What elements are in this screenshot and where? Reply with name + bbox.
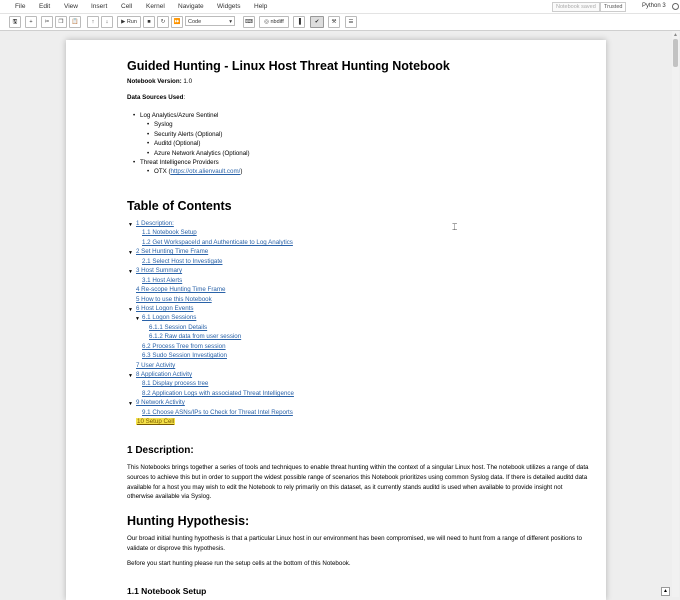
toc-item-3[interactable]: 3 Host Summary <box>136 267 183 274</box>
toc-item-5[interactable]: 5 How to use this Notebook <box>136 296 212 303</box>
stop-icon[interactable]: ■ <box>143 16 155 28</box>
kernel-status-icon <box>672 3 679 10</box>
toc-item-1[interactable]: 1 Description: <box>136 220 174 227</box>
otx-suffix: ) <box>240 168 243 175</box>
before-start-text: Before you start hunting please run the setup cells at the bottom of this Notebook. <box>127 560 351 567</box>
toc-item-9-1[interactable]: 9.1 Choose ASNs/IPs to Check for Threat Intel Reports <box>142 409 293 416</box>
version-value: 1.0 <box>183 78 193 85</box>
toc-collapse-icon[interactable]: ▼ <box>128 373 133 379</box>
check-icon[interactable]: ✔ <box>310 16 324 28</box>
description-heading: 1 Description: <box>127 445 194 456</box>
cell-type-select[interactable] <box>185 16 235 26</box>
description-text: This Notebooks brings together a series of tools and techniques to enable threat hunting within the context of a singular Linux host. The notebook utilizes a range of data sources to achieve this but in order to support the widest possible range of scenarios this Notebook prioritizes using common Syslog data. If there is detailed auditd data available for a host you may wish to edit the Notebook to rely primarily on this dataset, as it currently stands auditd is used when available to provide insight not otherwise available via Syslog. <box>127 464 589 501</box>
source-syslog: • Syslog <box>154 121 173 128</box>
version-label: Notebook Version: <box>127 78 182 85</box>
toc-item-1-2[interactable]: 1.2 Get WorkspaceId and Authenticate to Log Analytics <box>142 239 293 246</box>
source-auditd: • Auditd (Optional) <box>154 140 200 147</box>
toc-item-10[interactable]: 10 Setup Cell <box>137 418 175 425</box>
toc-title: Table of Contents <box>127 199 232 213</box>
add-cell-icon[interactable]: + <box>25 16 37 28</box>
scrollbar[interactable] <box>672 31 679 597</box>
menu-widgets[interactable]: Widgets <box>217 3 241 10</box>
toc-item-2[interactable]: 2 Set Hunting Time Frame <box>136 248 209 255</box>
chart-icon[interactable]: ▐ <box>293 16 305 28</box>
toc-item-6-2[interactable]: 6.2 Process Tree from session <box>142 343 226 350</box>
menu-cell[interactable]: Cell <box>121 3 133 10</box>
list-icon[interactable]: ☰ <box>345 16 357 28</box>
toc-item-6-1-1[interactable]: 6.1.1 Session Details <box>149 324 208 331</box>
kernel-name: Python 3 <box>642 3 666 9</box>
otx-link[interactable]: https://otx.alienvault.com/ <box>170 168 241 175</box>
paste-icon[interactable]: 📋 <box>69 16 81 28</box>
move-up-icon[interactable]: ↑ <box>87 16 99 28</box>
menu-navigate[interactable]: Navigate <box>178 3 204 10</box>
menu-view[interactable]: View <box>64 3 78 10</box>
cell-type-value: Code <box>188 19 202 25</box>
toc-item-6-1[interactable]: 6.1 Logon Sessions <box>142 314 197 321</box>
wrench-icon[interactable]: ⚒ <box>328 16 340 28</box>
toc-collapse-icon[interactable]: ▼ <box>128 269 133 275</box>
toolbar <box>0 14 680 31</box>
scroll-to-top-icon[interactable]: ▲ <box>661 587 670 596</box>
toc-collapse-icon[interactable]: ▼ <box>128 401 133 407</box>
notebook-saved-indicator: Notebook saved <box>552 2 600 12</box>
chevron-down-icon: ▾ <box>229 19 232 25</box>
move-down-icon[interactable]: ↓ <box>101 16 113 28</box>
nbdiff-button[interactable]: ◎ nbdiff <box>259 16 289 28</box>
sources-heading: Data Sources Used: <box>127 94 186 101</box>
keyboard-icon[interactable]: ⌨ <box>243 16 255 28</box>
toc-collapse-icon[interactable]: ▼ <box>128 222 133 228</box>
toc-item-6-1-2[interactable]: 6.1.2 Raw data from user session <box>149 333 242 340</box>
menu-edit[interactable]: Edit <box>39 3 51 10</box>
menu-insert[interactable]: Insert <box>91 3 108 10</box>
source-otx <box>154 168 242 175</box>
menu-help[interactable]: Help <box>254 3 268 10</box>
toc-item-8-1[interactable]: 8.1 Display process tree <box>142 380 209 387</box>
toc-collapse-icon[interactable]: ▼ <box>128 250 133 256</box>
source-security-alerts: • Security Alerts (Optional) <box>154 131 222 138</box>
toc-item-6-3[interactable]: 6.3 Sudo Session Investigation <box>142 352 227 359</box>
source-network-analytics: • Azure Network Analytics (Optional) <box>154 150 250 157</box>
scrollbar-thumb[interactable] <box>673 39 678 67</box>
source-log-analytics: • Log Analytics/Azure Sentinel <box>140 112 218 119</box>
mouse-cursor-icon: ⌶ <box>452 222 458 232</box>
toc-item-8[interactable]: 8 Application Activity <box>136 371 193 378</box>
toc-item-3-1[interactable]: 3.1 Host Alerts <box>142 277 183 284</box>
toc-item-2-1[interactable]: 2.1 Select Host to Investigate <box>142 258 223 265</box>
menu-kernel[interactable]: Kernel <box>146 3 165 10</box>
toc-item-4[interactable]: 4 Re-scope Hunting Time Frame <box>136 286 226 293</box>
version-line <box>127 77 589 87</box>
fast-forward-icon[interactable]: ⏩ <box>171 16 183 28</box>
run-button[interactable]: ▶ Run <box>117 16 141 28</box>
restart-icon[interactable]: ↻ <box>157 16 169 28</box>
toc-item-6[interactable]: 6 Host Logon Events <box>136 305 194 312</box>
save-icon[interactable]: 🖫 <box>9 16 21 28</box>
hypothesis-text: Our broad initial hunting hypothesis is that a particular Linux host in our environment has been compromised, we will need to hunt from a range of different positions to validate or disprove this hypothesis. <box>127 535 582 552</box>
toc-item-1-1[interactable]: 1.1 Notebook Setup <box>142 229 197 236</box>
toc-item-9[interactable]: 9 Network Activity <box>136 399 185 406</box>
source-threat-intel: • Threat Intelligence Providers <box>140 159 219 166</box>
toc-collapse-icon[interactable]: ▼ <box>128 307 133 313</box>
toc-item-7[interactable]: 7 User Activity <box>136 362 176 369</box>
sources-label: Data Sources Used <box>127 94 184 101</box>
cut-icon[interactable]: ✂ <box>41 16 53 28</box>
copy-icon[interactable]: ❐ <box>55 16 67 28</box>
run-label: Run <box>126 19 137 25</box>
otx-prefix: OTX ( <box>154 168 171 175</box>
toc-collapse-icon[interactable]: ▼ <box>135 316 140 322</box>
hypothesis-heading: Hunting Hypothesis: <box>127 514 250 528</box>
toc-item-8-2[interactable]: 8.2 Application Logs with associated Threat Intelligence <box>142 390 294 397</box>
trusted-indicator[interactable]: Trusted <box>600 2 626 12</box>
notebook-page <box>66 40 606 600</box>
scroll-up-icon[interactable]: ▲ <box>673 32 678 38</box>
menu-file[interactable]: File <box>15 3 26 10</box>
notebook-setup-heading: 1.1 Notebook Setup <box>127 586 207 596</box>
notebook-title: Guided Hunting - Linux Host Threat Hunting Notebook <box>127 59 450 73</box>
menubar <box>0 0 680 14</box>
nbdiff-label: nbdiff <box>270 19 284 25</box>
